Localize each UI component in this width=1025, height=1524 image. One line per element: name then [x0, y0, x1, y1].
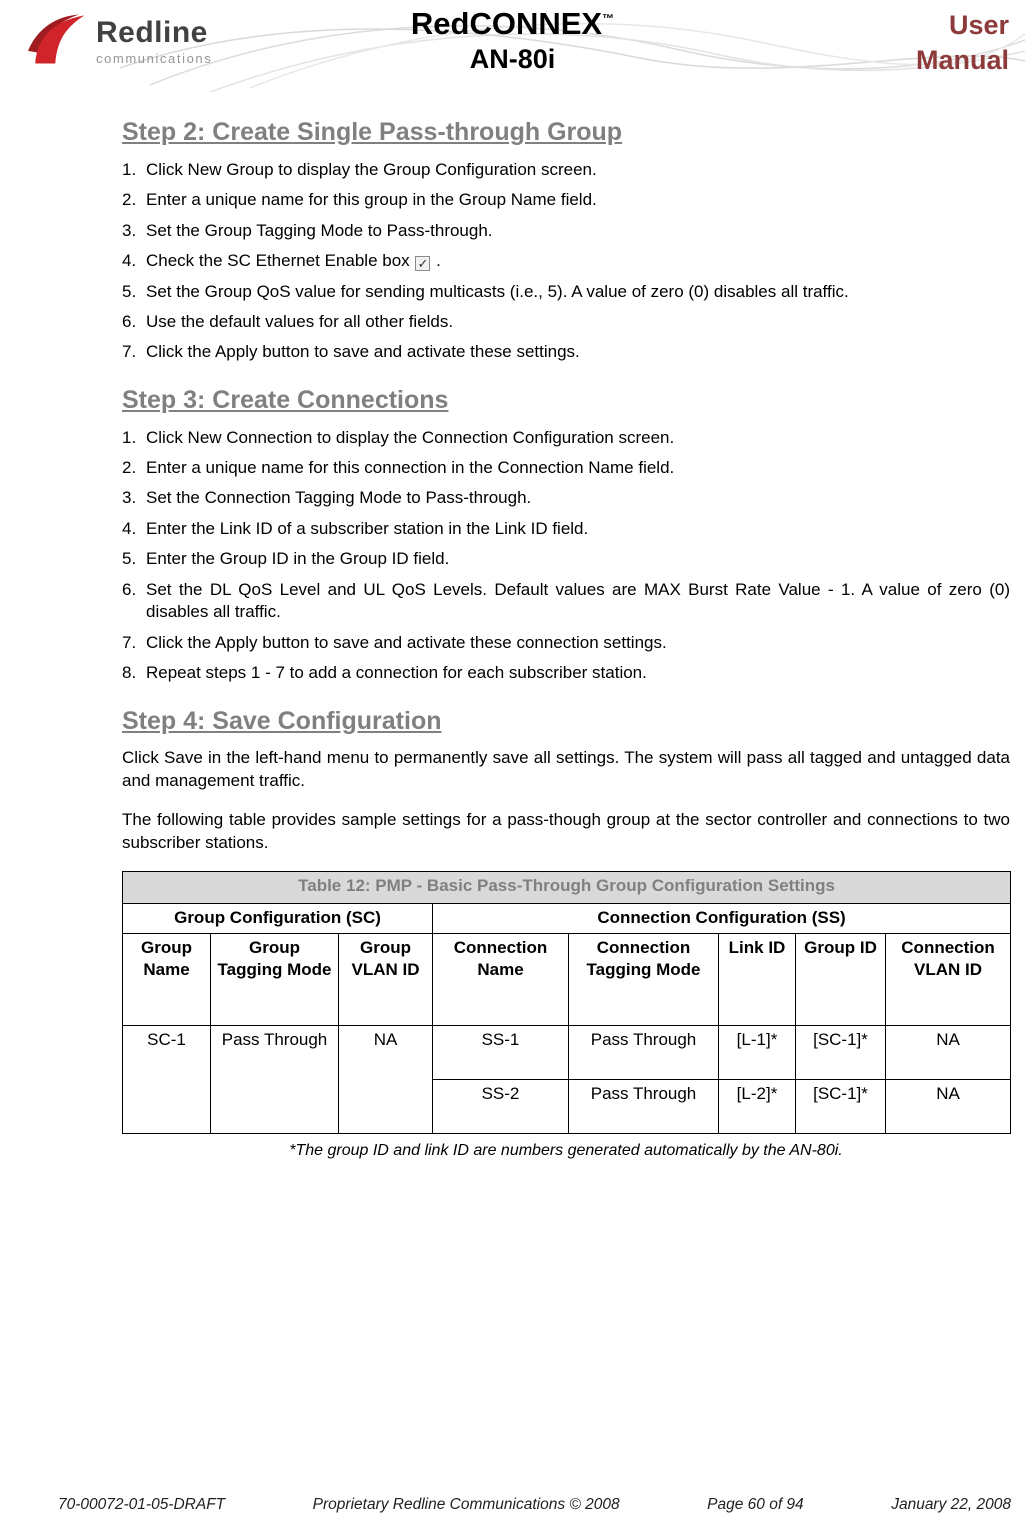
step2-heading: Step 2: Create Single Pass-through Group	[122, 118, 623, 146]
footer-doc-number: 70-00072-01-05-DRAFT	[58, 1496, 226, 1513]
table-footnote: *The group ID and link ID are numbers generated automatically by the AN-80i.	[289, 1142, 843, 1159]
list-text: Repeat steps 1 - 7 to add a connection for each subscriber station.	[146, 663, 647, 683]
config-settings-table	[122, 871, 1011, 1134]
list-text: Check the SC Ethernet Enable box ✓ .	[146, 251, 441, 272]
footer-page-info: Page 60 of 94	[707, 1496, 804, 1513]
checked-checkbox-icon: ✓	[415, 256, 430, 271]
list-number: 2.	[122, 190, 137, 210]
table-title: Table 12: PMP - Basic Pass-Through Group Configuration Settings	[123, 872, 1011, 904]
list-number: 5.	[122, 549, 137, 569]
list-number: 5.	[122, 281, 137, 301]
table-group-header-ss: Connection Configuration (SS)	[433, 904, 1011, 934]
step2-list	[122, 159, 1010, 364]
table-row	[123, 1026, 1011, 1080]
list-number: 6.	[122, 579, 137, 599]
col-header-connection-name: Connection Name	[433, 934, 569, 1026]
logo-subtitle: communications	[96, 51, 213, 66]
cell-connection-vlan-id: NA	[886, 1026, 1011, 1080]
cell-connection-tagging-mode: Pass Through	[569, 1026, 719, 1080]
list-number: 4.	[122, 518, 137, 538]
list-number: 7.	[122, 632, 137, 652]
list-text: Set the Connection Tagging Mode to Pass-through.	[146, 488, 532, 508]
list-item	[122, 548, 1010, 570]
list-number: 7.	[122, 342, 137, 362]
step3-heading: Step 3: Create Connections	[122, 385, 449, 414]
list-text: Use the default values for all other fields.	[146, 311, 454, 331]
list-text: Set the Group QoS value for sending multicasts (i.e., 5). A value of zero (0) disables all traffic.	[146, 281, 849, 301]
list-text: Click New Connection to display the Connection Configuration screen.	[146, 427, 675, 447]
col-header-group-vlan-id: Group VLAN ID	[339, 934, 433, 1026]
list-item	[122, 281, 1010, 303]
list-item	[122, 632, 1010, 654]
list-item	[122, 159, 1010, 181]
product-name-line	[0, 8, 1025, 41]
cell-group-vlan-id: NA	[339, 1026, 433, 1134]
list-item	[122, 189, 1010, 211]
cell-connection-tagging-mode: Pass Through	[569, 1080, 719, 1134]
col-header-connection-vlan-id: Connection VLAN ID	[886, 934, 1011, 1026]
list-text: Set the DL QoS Level and UL QoS Levels. Default values are MAX Burst Rate Value - 1. A value of zero (0) disables all traffic.	[146, 579, 1010, 622]
cell-link-id: [L-1]*	[719, 1026, 796, 1080]
doc-type-manual: Manual	[915, 45, 1009, 76]
cell-group-name: SC-1	[123, 1026, 211, 1134]
col-header-connection-tagging-mode: Connection Tagging Mode	[569, 934, 719, 1026]
col-header-group-name: Group Name	[123, 934, 211, 1026]
trademark-symbol: ™	[602, 11, 615, 26]
page-footer	[58, 1496, 1011, 1514]
list-item	[122, 341, 1010, 363]
logo-brand: Redline	[96, 16, 208, 49]
footer-date: January 22, 2008	[891, 1496, 1011, 1513]
list-text: Enter the Group ID in the Group ID field.	[146, 549, 450, 569]
page-header	[0, 0, 1025, 92]
list-number: 6.	[122, 311, 137, 331]
list-item	[122, 250, 1010, 272]
page-content	[122, 118, 1010, 1160]
footer-proprietary: Proprietary Redline Communications © 2008	[312, 1496, 620, 1513]
list-text: Click the Apply button to save and activate these connection settings.	[146, 632, 667, 652]
list-text: Click New Group to display the Group Configuration screen.	[146, 159, 597, 179]
doc-type-block	[916, 8, 1009, 78]
cell-connection-name: SS-1	[433, 1026, 569, 1080]
list-text: Enter the Link ID of a subscriber station in the Link ID field.	[146, 518, 589, 538]
cell-connection-name: SS-2	[433, 1080, 569, 1134]
list-text: Set the Group Tagging Mode to Pass-through.	[146, 220, 493, 240]
list-text: Enter a unique name for this group in the Group Name field.	[146, 190, 597, 210]
list-item	[122, 487, 1010, 509]
list-item	[122, 518, 1010, 540]
list-number: 2.	[122, 458, 137, 477]
step4-heading: Step 4: Save Configuration	[122, 706, 442, 735]
list-text: Click the Apply button to save and activate these settings.	[146, 342, 580, 362]
list-item	[122, 427, 1010, 449]
step4-paragraph-2: The following table provides sample settings for a pass-though group at the sector controller and connections to two subscriber stations.	[122, 810, 1010, 853]
cell-group-id: [SC-1]*	[796, 1026, 886, 1080]
list-number: 8.	[122, 663, 137, 683]
col-header-group-id: Group ID	[796, 934, 886, 1026]
list-item	[122, 662, 1010, 684]
doc-type-user: User	[948, 10, 1009, 40]
list-number: 3.	[122, 220, 137, 240]
list-number: 3.	[122, 488, 137, 508]
list-text: Enter a unique name for this connection in the Connection Name field.	[146, 458, 675, 477]
cell-group-id: [SC-1]*	[796, 1080, 886, 1134]
list-item	[122, 311, 1010, 333]
step4-paragraph-1: Click Save in the left-hand menu to permanently save all settings. The system will pass all tagged and untagged data and management traffic.	[122, 748, 1010, 791]
cell-connection-vlan-id: NA	[886, 1080, 1011, 1134]
list-number: 1.	[122, 427, 137, 447]
list-item	[122, 457, 1010, 479]
list-item	[122, 579, 1010, 624]
cell-group-tagging-mode: Pass Through	[211, 1026, 339, 1134]
list-number: 4.	[122, 251, 137, 271]
col-header-link-id: Link ID	[719, 934, 796, 1026]
step3-list	[122, 427, 1010, 685]
col-header-group-tagging-mode: Group Tagging Mode	[211, 934, 339, 1026]
list-number: 1.	[122, 159, 137, 179]
list-item	[122, 220, 1010, 242]
model-name: AN-80i	[469, 43, 556, 74]
cell-link-id: [L-2]*	[719, 1080, 796, 1134]
product-name: RedCONNEX	[410, 6, 603, 41]
document-title-block	[0, 8, 1025, 75]
table-group-header-sc: Group Configuration (SC)	[123, 904, 433, 934]
